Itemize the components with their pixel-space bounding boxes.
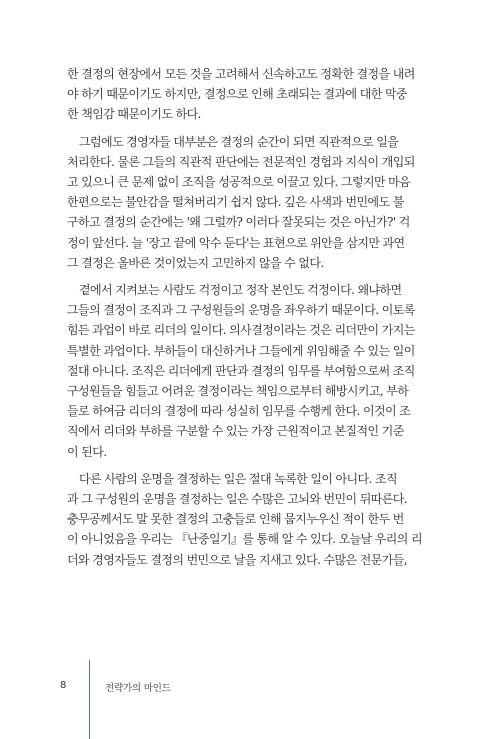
paragraph-4: 다른 사람의 운명을 결정하는 일은 절대 녹록한 일이 아니다. 조직 과 그 구성원의 운명을 결정하는 일은 수많은 고뇌와 번민이 뒤따른다. 충무공께서도 말 못한 결정의 고충들로 인해 뭅지누우신 적이 한두 번 이 아니었음을 우리는 『난중일기』를 통해 알 수 있다. 오늘날 우리의 리 더와 경영자들도 결정의 번민으로 날을 지새고 있다. 수많은 전문가들,	[67, 471, 422, 567]
paragraph-1: 한 결정의 현장에서 모든 것을 고려해서 신속하고도 정확한 결정을 내려 야 하기 때문이기도 하지만, 결정으로 인해 초래되는 결과에 대한 막중 한 책임감 때문이기도 하다.	[67, 67, 415, 122]
footer-divider-line	[89, 660, 90, 739]
running-title: 전략가의 마인드	[105, 683, 171, 694]
paragraph-3: 곁에서 지켜보는 사람도 걱정이고 정작 본인도 걱정이다. 왜냐하면 그들의 결정이 조직과 그 구성원들의 운명을 좌우하기 때문이다. 이토록 힘든 과업이 바로 리더의 일이다. 의사결정이라는 것은 리더만이 가지는 특별한 과업이다. 부하들이 대신하거나 그들에게 위임해줄 수 있는 일이 절대 아니다. 조직은 리더에게 판단과 결정의 임무를 부여함으로써 조직 구성원들을 힘들고 어려운 결정이라는 책임으로부터 해방시키고, 부하 들로 하여금 리더의 결정에 따라 성실히 임무를 수행케 한다. 이것이 조 직에서 리더와 부하를 구분할 수 있는 가장 근원적이고 본질적인 기준 이 된다.	[67, 283, 415, 459]
paragraph-2: 그럼에도 경영자들 대부분은 결정의 순간이 되면 직관적으로 일을 처리한다. 물론 그들의 직관적 판단에는 전문적인 경험과 지식이 개입되 고 있으니 큰 문제 없이 조직을 성공적으로 이끌고 있다. 그렇지만 마음 한편으로는 불안감을 떨쳐버리기 쉽지 않다. 깊은 사색과 번민에도 불 구하고 결정의 순간에는 '왜 그럴까? 이러다 잘못되는 것은 아닌가?' 걱 정이 앞선다. 늘 '장고 끝에 악수 둔다'는 표현으로 위안을 삼지만 과연 그 결정은 올바른 것이었는지 고민하지 않을 수 없다.	[67, 134, 415, 270]
page-body	[67, 64, 431, 577]
page-number: 8	[60, 680, 67, 691]
